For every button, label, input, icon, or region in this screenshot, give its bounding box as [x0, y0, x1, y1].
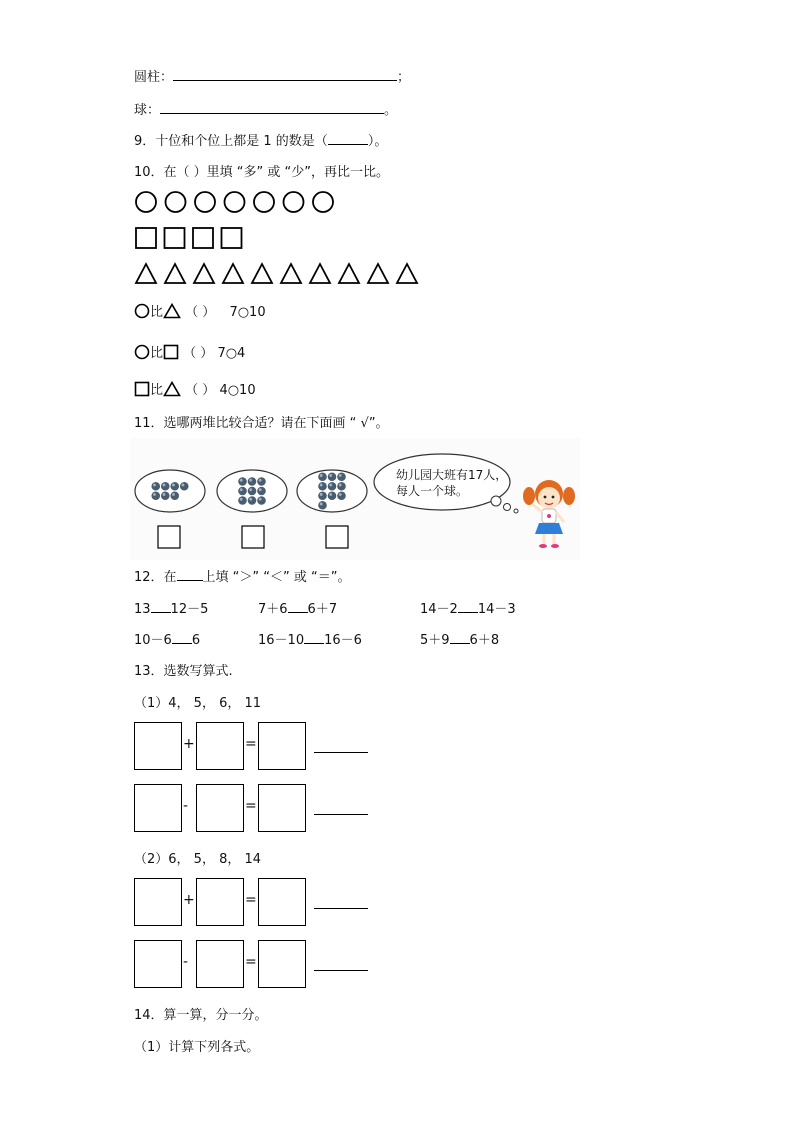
q12-blank[interactable]: [151, 612, 171, 613]
triangle-shape: [339, 264, 359, 283]
circle-shape: [136, 192, 156, 212]
ball-icon: [248, 487, 257, 496]
ball-icon: [151, 491, 160, 500]
answer-box[interactable]: [196, 722, 244, 770]
q13-part-2: （2）6， 5， 8， 14: [134, 852, 262, 867]
q12-item-1: [134, 598, 208, 617]
ball-icon: [337, 482, 346, 491]
ball-highlight: [153, 493, 156, 496]
circle-shape: [313, 192, 333, 212]
square-shape: [165, 228, 185, 248]
cylinder-label: 圆柱：: [134, 70, 174, 85]
ball-icon: [257, 496, 266, 505]
triangle-shape: [252, 264, 272, 283]
q9-text: 9．十位和个位上都是 1 的数是（: [134, 134, 328, 149]
ball-highlight: [249, 479, 252, 482]
ball-highlight: [320, 484, 323, 487]
q10-row-1: [134, 301, 266, 320]
minus-sign: -: [183, 798, 189, 814]
q9-text-end: ）。: [367, 134, 388, 149]
ball-highlight: [240, 479, 243, 482]
cylinder-end: ；: [397, 70, 411, 85]
answer-line[interactable]: [314, 752, 368, 753]
circle-icon: [134, 303, 150, 319]
q12-blank[interactable]: [458, 612, 478, 613]
ball-icon: [170, 482, 179, 491]
triangles-group: [134, 262, 424, 286]
q12-item-6: [420, 629, 499, 648]
q12-right: 6＋7: [307, 602, 338, 617]
ball-highlight: [329, 484, 332, 487]
q12-item-4: [134, 629, 200, 648]
q12-right: 6: [191, 633, 201, 648]
square-icon: [134, 381, 150, 397]
square-shape: [193, 228, 213, 248]
answer-line[interactable]: [314, 908, 368, 909]
q12-title-start: 12．在: [134, 570, 177, 585]
question-9: [134, 130, 387, 149]
cylinder-line: [134, 66, 410, 85]
q12-blank[interactable]: [288, 612, 308, 613]
q12-left: 5＋9: [420, 633, 450, 648]
ball-highlight: [259, 488, 262, 491]
ball-highlight: [329, 493, 332, 496]
squares-group: [134, 226, 254, 250]
ball-icon: [248, 496, 257, 505]
ball-highlight: [339, 484, 342, 487]
q10-row-2: [134, 342, 245, 361]
ball-icon: [337, 491, 346, 500]
equals-sign: =: [245, 736, 257, 752]
ball-pile-1: [135, 470, 205, 512]
ball-icon: [151, 482, 160, 491]
q11-title: 11．选哪两堆比较合适？请在下面画 “ √”。: [134, 416, 389, 431]
q12-right: 6＋8: [469, 633, 500, 648]
ball-highlight: [163, 493, 166, 496]
ball-highlight: [249, 488, 252, 491]
circle-row: [134, 190, 344, 214]
circle-icon: [134, 344, 150, 360]
ball-icon: [238, 496, 247, 505]
ball-icon: [248, 477, 257, 486]
triangle-shape: [136, 264, 156, 283]
q12-left: 13: [134, 602, 151, 617]
ball-icon: [337, 472, 346, 481]
compare-label: 比: [150, 383, 164, 398]
answer-box[interactable]: [258, 878, 306, 926]
triangle-shape: [397, 264, 417, 283]
q12-blank[interactable]: [450, 643, 470, 644]
sphere-label: 球：: [134, 103, 161, 118]
triangle-row: [134, 262, 424, 286]
ball-icon: [238, 477, 247, 486]
triangle-icon: [163, 303, 181, 319]
q12-title: [134, 566, 351, 585]
answer-paren[interactable]: （ ）: [183, 346, 214, 361]
compare-expr: 7○4: [217, 346, 246, 361]
q10-row-3: [134, 379, 256, 398]
q12-right: 14－3: [477, 602, 516, 617]
circle-shape: [284, 192, 304, 212]
answer-box[interactable]: [258, 784, 306, 832]
q12-left: 10－6: [134, 633, 172, 648]
square-row: [134, 226, 254, 250]
q12-blank[interactable]: [304, 643, 324, 644]
triangle-shape: [281, 264, 301, 283]
ball-highlight: [172, 484, 175, 487]
answer-line[interactable]: [314, 814, 368, 815]
ball-highlight: [163, 484, 166, 487]
answer-box[interactable]: [134, 784, 182, 832]
ball-highlight: [172, 493, 175, 496]
circle-shape: [166, 192, 186, 212]
q9-blank[interactable]: [328, 144, 368, 145]
sphere-blank[interactable]: [160, 113, 384, 114]
q12-item-2: [258, 598, 337, 617]
answer-box[interactable]: [134, 940, 182, 988]
ball-highlight: [240, 498, 243, 501]
square-shape: [222, 228, 242, 248]
q12-item-3: [420, 598, 516, 617]
q12-right: 16－6: [324, 633, 362, 648]
speech-line-1: 幼儿园大班有17人，: [396, 468, 508, 482]
ball-highlight: [339, 474, 342, 477]
triangle-shape: [165, 264, 185, 283]
ball-highlight: [259, 479, 262, 482]
equals-sign: =: [245, 798, 257, 814]
ball-highlight: [182, 484, 185, 487]
girl-icon: [523, 480, 575, 548]
answer-paren[interactable]: （ ）: [185, 383, 216, 398]
ball-highlight: [240, 488, 243, 491]
circles-group: [134, 190, 344, 214]
answer-paren[interactable]: （ ）: [185, 305, 216, 320]
circle-shape: [195, 192, 215, 212]
ball-icon: [318, 501, 327, 510]
sphere-line: [134, 99, 397, 118]
ball-highlight: [320, 474, 323, 477]
answer-box[interactable]: [258, 940, 306, 988]
answer-box[interactable]: [196, 878, 244, 926]
ball-pile-2: [217, 470, 287, 512]
ball-icon: [257, 487, 266, 496]
q14-sub-1: （1）计算下列各式。: [134, 1040, 260, 1055]
ball-highlight: [339, 493, 342, 496]
answer-line[interactable]: [314, 970, 368, 971]
q13-part-1: （1）4， 5， 6， 11: [134, 696, 262, 711]
answer-box[interactable]: [196, 940, 244, 988]
compare-label: 比: [150, 346, 164, 361]
ball-pile-3: [297, 470, 367, 512]
q12-item-5: [258, 629, 362, 648]
ball-highlight: [329, 474, 332, 477]
circle-shape: [254, 192, 274, 212]
ball-icon: [328, 472, 337, 481]
plus-sign: +: [183, 892, 195, 908]
triangle-shape: [194, 264, 214, 283]
q13-title: 13．选数写算式.: [134, 664, 233, 679]
ball-icon: [238, 487, 247, 496]
triangle-shape: [223, 264, 243, 283]
ball-highlight: [153, 484, 156, 487]
compare-expr: 7○10: [229, 305, 266, 320]
q12-left: 16－10: [258, 633, 305, 648]
check-box-2: [242, 526, 264, 548]
ball-icon: [318, 491, 327, 500]
q12-left: 14－2: [420, 602, 458, 617]
speech-line-2: 每人一个球。: [396, 484, 469, 498]
check-box-1: [158, 526, 180, 548]
plus-sign: +: [183, 736, 195, 752]
answer-box[interactable]: [134, 878, 182, 926]
ball-icon: [161, 482, 170, 491]
ball-icon: [328, 482, 337, 491]
circle-shape: [225, 192, 245, 212]
ball-highlight: [320, 503, 323, 506]
ball-icon: [257, 477, 266, 486]
equals-sign: =: [245, 892, 257, 908]
sphere-end: 。: [384, 103, 398, 118]
q12-right: 12－5: [170, 602, 209, 617]
q12-blank[interactable]: [172, 643, 192, 644]
ball-icon: [328, 491, 337, 500]
answer-box[interactable]: [258, 722, 306, 770]
ball-icon: [318, 472, 327, 481]
q10-title: 10．在（ ）里填 “多” 或 “少”，再比一比。: [134, 165, 390, 180]
check-box-3: [326, 526, 348, 548]
q11-illustration: [130, 438, 580, 560]
ball-highlight: [249, 498, 252, 501]
ball-icon: [170, 491, 179, 500]
triangle-shape: [368, 264, 388, 283]
q14-title: 14．算一算，分一分。: [134, 1008, 268, 1023]
ball-highlight: [320, 493, 323, 496]
q11-figure: [130, 438, 580, 560]
ball-icon: [161, 491, 170, 500]
ball-highlight: [259, 498, 262, 501]
triangle-shape: [310, 264, 330, 283]
q12-title-blank: [177, 580, 203, 581]
compare-expr: 4○10: [219, 383, 256, 398]
ball-icon: [180, 482, 189, 491]
equals-sign: =: [245, 954, 257, 970]
cylinder-blank[interactable]: [173, 80, 397, 81]
q12-left: 7＋6: [258, 602, 288, 617]
minus-sign: -: [183, 954, 189, 970]
square-shape: [136, 228, 156, 248]
compare-label: 比: [150, 305, 164, 320]
q12-title-end: 上填 “＞” “＜” 或 “＝”。: [202, 570, 351, 585]
ball-icon: [318, 482, 327, 491]
triangle-icon: [163, 381, 181, 397]
square-icon: [163, 344, 179, 360]
answer-box[interactable]: [134, 722, 182, 770]
answer-box[interactable]: [196, 784, 244, 832]
